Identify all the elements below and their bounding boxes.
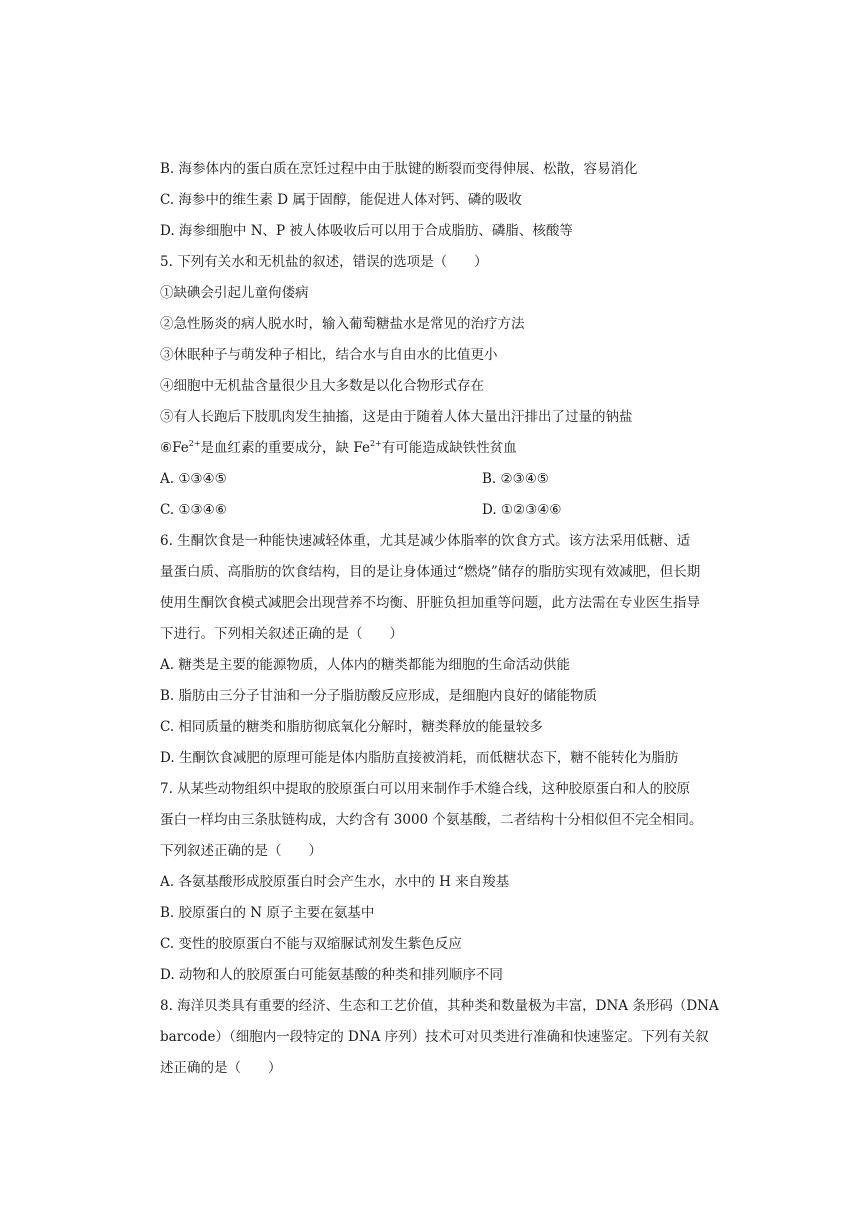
q8-stem-line-1: 8. 海洋贝类具有重要的经济、生态和工艺价值，其种类和数量极为丰富，DNA 条形码（DNA	[160, 998, 719, 1014]
q5-item-5: ⑤有人长跑后下肢肌肉发生抽搐，这是由于随着人体大量出汗排出了过量的钠盐	[160, 409, 633, 425]
superscript-charge: 2+	[188, 439, 201, 448]
q5-option-c: C. ①③④⑥	[160, 502, 227, 518]
q7-option-b: B. 胶原蛋白的 N 原子主要在氨基中	[160, 905, 375, 921]
q5-option-a: A. ①③④⑤	[160, 471, 227, 487]
q6-option-c: C. 相同质量的糖类和脂肪彻底氧化分解时，糖类释放的能量较多	[160, 719, 543, 735]
q5-item-6-part2: 是血红素的重要成分，缺 Fe	[200, 440, 370, 456]
q5-option-d: D. ①②③④⑥	[482, 502, 562, 518]
q5-options-row-1	[160, 470, 720, 488]
q6-stem-line-4: 下进行。下列相关叙述正确的是（ ）	[160, 626, 403, 642]
q8-stem-line-2: barcode）（细胞内一段特定的 DNA 序列）技术可对贝类进行准确和快速鉴定。下列有关叙	[160, 1029, 709, 1045]
superscript-charge: 2+	[369, 439, 382, 448]
q6-stem-line-3: 使用生酮饮食模式减肥会出现营养不均衡、肝脏负担加重等问题，此方法需在专业医生指导	[160, 595, 700, 611]
q5-item-6	[160, 439, 517, 457]
q5-item-3: ③休眠种子与萌发种子相比，结合水与自由水的比值更小	[160, 347, 498, 363]
q5-item-6-part1: ⑥Fe	[160, 440, 189, 456]
q7-option-d: D. 动物和人的胶原蛋白可能氨基酸的种类和排列顺序不同	[160, 967, 503, 983]
q6-option-d: D. 生酮饮食减肥的原理可能是体内脂肪直接被消耗，而低糖状态下，糖不能转化为脂肪	[160, 750, 679, 766]
q5-stem: 5. 下列有关水和无机盐的叙述，错误的选项是（ ）	[160, 254, 488, 270]
q5-option-b: B. ②③④⑤	[482, 471, 549, 487]
q5-item-2: ②急性肠炎的病人脱水时，输入葡萄糖盐水是常见的治疗方法	[160, 316, 525, 332]
q6-stem-line-2: 量蛋白质、高脂肪的饮食结构，目的是让身体通过“燃烧”储存的脂肪实现有效减肥，但长期	[160, 564, 701, 580]
q4-option-c: C. 海参中的维生素 D 属于固醇，能促进人体对钙、磷的吸收	[160, 192, 522, 208]
q6-option-a: A. 糖类是主要的能源物质，人体内的糖类都能为细胞的生命活动供能	[160, 657, 570, 673]
q7-option-c: C. 变性的胶原蛋白不能与双缩脲试剂发生紫色反应	[160, 936, 462, 952]
q5-item-6-part3: 有可能造成缺铁性贫血	[381, 440, 517, 456]
q6-option-b: B. 脂肪由三分子甘油和一分子脂肪酸反应形成，是细胞内良好的储能物质	[160, 688, 598, 704]
q7-stem-line-3: 下列叙述正确的是（ ）	[160, 843, 322, 859]
q6-stem-line-1: 6. 生酮饮食是一种能快速减轻体重，尤其是减少体脂率的饮食方式。该方法采用低糖、适	[160, 533, 691, 549]
q8-stem-line-3: 述正确的是（ ）	[160, 1060, 282, 1076]
q4-option-d: D. 海参细胞中 N、P 被人体吸收后可以用于合成脂肪、磷脂、核酸等	[160, 223, 573, 239]
q5-options-row-2	[160, 501, 720, 519]
q7-stem-line-2: 蛋白一样均由三条肽链构成，大约含有 3000 个氨基酸，二者结构十分相似但不完全相同。	[160, 812, 703, 828]
q5-item-1: ①缺碘会引起儿童佝偻病	[160, 285, 309, 301]
q7-option-a: A. 各氨基酸形成胶原蛋白时会产生水，水中的 H 来自羧基	[160, 874, 510, 890]
q5-item-4: ④细胞中无机盐含量很少且大多数是以化合物形式存在	[160, 378, 484, 394]
q7-stem-line-1: 7. 从某些动物组织中提取的胶原蛋白可以用来制作手术缝合线，这种胶原蛋白和人的胶原	[160, 781, 691, 797]
q4-option-b: B. 海参体内的蛋白质在烹饪过程中由于肽键的断裂而变得伸展、松散，容易消化	[160, 161, 638, 177]
